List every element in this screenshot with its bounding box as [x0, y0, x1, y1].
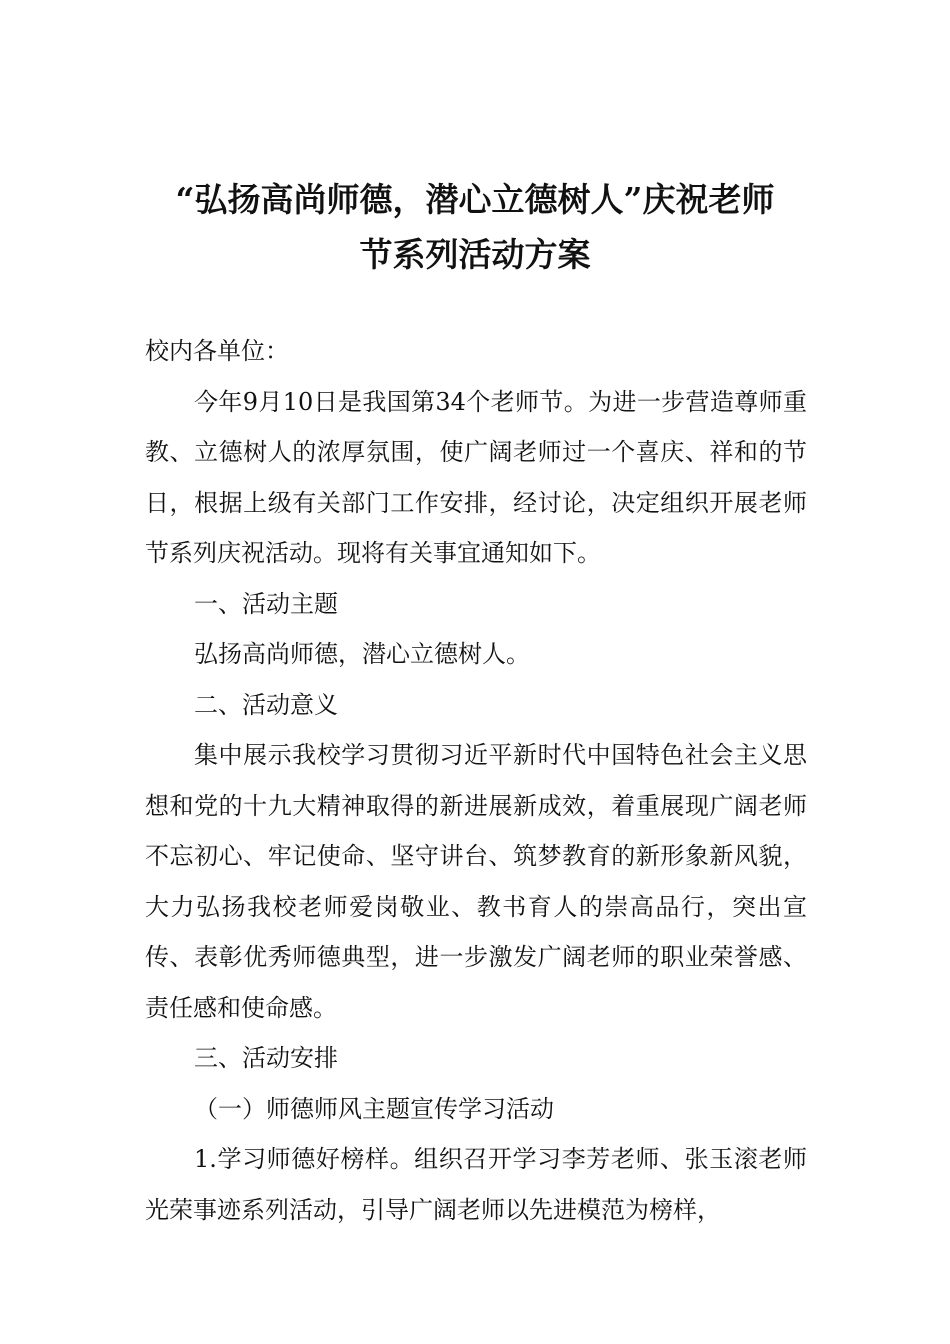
salutation: 校内各单位：: [145, 337, 289, 365]
section-heading-significance: 二、活动意义: [194, 690, 338, 719]
section-heading-arrangement: 三、活动安排: [194, 1044, 338, 1072]
section-heading-theme: 一、活动主题: [194, 589, 338, 618]
intro-paragraph: 今年9月10日是我国第34个老师节。为进一步营造尊师重教、立德树人的浓厚氛围，使广阔老师过一个喜庆、祥和的节日，根据上级有关部门工作安排，经讨论，决定组织开展老师节系列庆祝活动。现将有关事宜通知如下。: [145, 387, 807, 567]
subsection-heading-1: （一）师德师风主题宣传学习活动: [194, 1094, 554, 1123]
title-line-1: “弘扬高尚师德，潜心立德树人”庆祝老师: [175, 180, 775, 219]
title-line-2: 节系列活动方案: [359, 235, 591, 274]
significance-paragraph: 集中展示我校学习贯彻习近平新时代中国特色社会主义思想和党的十九大精神取得的新进展新成效，着重展现广阔老师不忘初心、牢记使命、坚守讲台、筑梦教育的新形象新风貌，大力弘扬我校老师爱岗敬业、教书育人的崇高品行，突出宣传、表彰优秀师德典型，进一步激发广阔老师的职业荣誉感、责任感和使命感。: [145, 741, 807, 1022]
theme-text: 弘扬高尚师德，潜心立德树人。: [194, 640, 530, 668]
document-title: [120, 172, 830, 282]
document-body: [145, 326, 807, 1235]
item-1-paragraph: 1.学习师德好榜样。组织召开学习李芳老师、张玉滚老师光荣事迹系列活动，引导广阔老师以先进模范为榜样，: [145, 1145, 807, 1224]
